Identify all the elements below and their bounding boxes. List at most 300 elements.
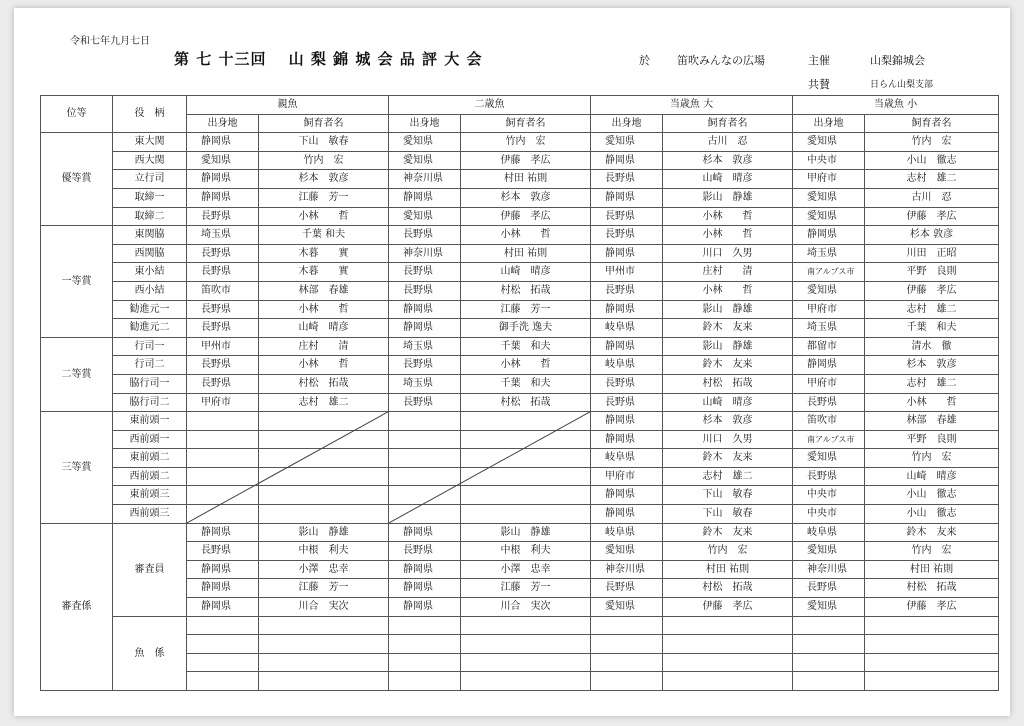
breeder-cell: 小林 哲 (461, 226, 591, 245)
breeder-cell: 竹内 宏 (865, 133, 999, 152)
breeder-cell: 御手洗 逸夫 (461, 319, 591, 338)
role-cell: 西大関 (113, 151, 187, 170)
origin-cell: 長野県 (591, 281, 663, 300)
origin-cell: 愛知県 (591, 542, 663, 561)
origin-cell: 愛知県 (793, 188, 865, 207)
breeder-cell: 伊藤 孝広 (461, 207, 591, 226)
sponsor: 山梨錦城会 (870, 54, 925, 67)
origin-cell: 長野県 (389, 393, 461, 412)
breeder-cell (259, 486, 389, 505)
role-cell: 西前頭二 (113, 467, 187, 486)
origin-cell: 愛知県 (793, 449, 865, 468)
origin-cell: 甲州市 (591, 263, 663, 282)
support-label: 共賛 (808, 78, 830, 91)
table-row (41, 505, 999, 524)
origin-cell (389, 449, 461, 468)
breeder-cell: 川合 実次 (461, 598, 591, 617)
role-cell: 東前頭一 (113, 412, 187, 431)
breeder-cell: 小林 哲 (663, 226, 793, 245)
judge-group-cell: 審査係 (41, 523, 113, 690)
breeder-cell: 江藤 芳一 (461, 300, 591, 319)
breeder-cell: 江藤 芳一 (259, 188, 389, 207)
empty-cell (663, 672, 793, 691)
empty-cell (187, 672, 259, 691)
origin-cell: 愛知県 (591, 598, 663, 617)
empty-cell (461, 653, 591, 672)
origin-cell (389, 505, 461, 524)
table-row (41, 412, 999, 431)
breeder-cell: 平野 良則 (865, 263, 999, 282)
origin-cell (389, 467, 461, 486)
table-row (41, 133, 999, 152)
origin-cell: 愛知県 (187, 151, 259, 170)
empty-cell (663, 653, 793, 672)
breeder-cell: 村田 祐則 (461, 170, 591, 189)
breeder-cell: 下山 敏春 (259, 133, 389, 152)
breeder-cell: 古川 忍 (663, 133, 793, 152)
empty-cell (865, 635, 999, 654)
document-sheet (14, 8, 1010, 716)
breeder-cell (259, 430, 389, 449)
empty-cell (663, 635, 793, 654)
breeder-cell: 小山 徹志 (865, 505, 999, 524)
breeder-cell: 中根 利夫 (259, 542, 389, 561)
origin-cell: 神奈川県 (389, 170, 461, 189)
breeder-cell: 竹内 宏 (865, 449, 999, 468)
breeder-header: 飼育者名 (663, 114, 793, 133)
empty-cell (389, 653, 461, 672)
breeder-cell: 志村 雄二 (865, 374, 999, 393)
breeder-cell: 竹内 宏 (865, 542, 999, 561)
rank-cell: 一等賞 (41, 226, 113, 338)
role-cell: 勧進元一 (113, 300, 187, 319)
table-row (41, 449, 999, 468)
role-header: 役 柄 (113, 96, 187, 133)
origin-cell: 静岡県 (591, 151, 663, 170)
breeder-cell: 山崎 晴彦 (663, 170, 793, 189)
origin-cell: 静岡県 (389, 300, 461, 319)
sponsor-label: 主催 (808, 54, 830, 67)
origin-cell: 静岡県 (591, 412, 663, 431)
breeder-cell: 伊藤 孝広 (865, 281, 999, 300)
origin-cell: 静岡県 (187, 523, 259, 542)
origin-cell: 甲府市 (793, 374, 865, 393)
role-cell: 東大関 (113, 133, 187, 152)
origin-cell: 長野県 (389, 356, 461, 375)
venue-label: 於 (639, 54, 650, 67)
origin-cell: 静岡県 (389, 188, 461, 207)
breeder-cell: 村田 祐則 (865, 560, 999, 579)
role-cell: 西前頭三 (113, 505, 187, 524)
empty-cell (591, 616, 663, 635)
empty-cell (461, 672, 591, 691)
origin-header: 出身地 (591, 114, 663, 133)
breeder-cell: 竹内 宏 (663, 542, 793, 561)
empty-cell (663, 616, 793, 635)
origin-cell: 静岡県 (591, 300, 663, 319)
origin-cell: 笛吹市 (187, 281, 259, 300)
origin-cell: 長野県 (389, 281, 461, 300)
fish-label-cell: 魚 係 (113, 616, 187, 690)
breeder-cell: 小林 哲 (663, 207, 793, 226)
origin-cell: 静岡県 (187, 560, 259, 579)
role-cell: 東小結 (113, 263, 187, 282)
empty-cell (793, 672, 865, 691)
table-row (41, 486, 999, 505)
origin-cell: 長野県 (389, 263, 461, 282)
breeder-cell: 清水 徹 (865, 337, 999, 356)
empty-cell (187, 616, 259, 635)
empty-cell (259, 616, 389, 635)
origin-cell: 長野県 (187, 244, 259, 263)
breeder-cell: 木暮 實 (259, 244, 389, 263)
breeder-cell: 林部 春雄 (865, 412, 999, 431)
breeder-cell: 村松 拓哉 (663, 374, 793, 393)
origin-cell: 中央市 (793, 505, 865, 524)
breeder-cell (461, 412, 591, 431)
origin-cell: 笛吹市 (793, 412, 865, 431)
empty-cell (865, 653, 999, 672)
origin-cell: 愛知県 (793, 133, 865, 152)
role-cell: 立行司 (113, 170, 187, 189)
results-table-wrap (40, 95, 998, 699)
origin-cell: 静岡県 (187, 188, 259, 207)
origin-cell (187, 412, 259, 431)
breeder-cell (461, 505, 591, 524)
breeder-cell: 小林 哲 (865, 393, 999, 412)
breeder-cell (259, 505, 389, 524)
origin-cell: 静岡県 (187, 598, 259, 617)
origin-cell (389, 486, 461, 505)
origin-cell: 長野県 (187, 356, 259, 375)
empty-cell (591, 635, 663, 654)
breeder-cell: 村松 拓哉 (461, 281, 591, 300)
origin-cell: 長野県 (793, 579, 865, 598)
table-row (41, 337, 999, 356)
origin-header: 出身地 (389, 114, 461, 133)
table-row (41, 263, 999, 282)
breeder-cell: 竹内 宏 (461, 133, 591, 152)
origin-header: 出身地 (187, 114, 259, 133)
origin-header: 出身地 (793, 114, 865, 133)
table-row (41, 467, 999, 486)
breeder-cell (461, 430, 591, 449)
breeder-cell: 杉本 敦彦 (865, 226, 999, 245)
origin-cell: 神奈川県 (389, 244, 461, 263)
origin-cell: 都留市 (793, 337, 865, 356)
page-title: 第 七 十三回 山 梨 錦 城 会 品 評 大 会 (174, 50, 483, 68)
origin-cell: 長野県 (187, 300, 259, 319)
breeder-cell: 庄村 清 (663, 263, 793, 282)
origin-cell: 甲府市 (793, 300, 865, 319)
role-cell: 勧進元二 (113, 319, 187, 338)
origin-cell: 静岡県 (389, 598, 461, 617)
category-header: 親魚 (187, 96, 389, 115)
rank-header: 位等 (41, 96, 113, 133)
empty-cell (259, 635, 389, 654)
breeder-cell: 小林 哲 (259, 207, 389, 226)
role-cell: 脇行司二 (113, 393, 187, 412)
breeder-cell: 杉本 敦彦 (865, 356, 999, 375)
breeder-cell: 林部 春雄 (259, 281, 389, 300)
breeder-cell: 村松 拓哉 (259, 374, 389, 393)
empty-cell (187, 635, 259, 654)
breeder-cell: 鈴木 友来 (865, 523, 999, 542)
breeder-cell: 村田 祐則 (663, 560, 793, 579)
role-cell: 西関脇 (113, 244, 187, 263)
table-row (41, 430, 999, 449)
origin-cell: 長野県 (187, 207, 259, 226)
table-row (41, 151, 999, 170)
empty-cell (793, 616, 865, 635)
breeder-cell: 川田 正昭 (865, 244, 999, 263)
table-row (41, 393, 999, 412)
breeder-cell: 杉本 敦彦 (461, 188, 591, 207)
origin-cell: 長野県 (187, 542, 259, 561)
breeder-cell: 影山 静雄 (461, 523, 591, 542)
empty-cell (259, 672, 389, 691)
breeder-cell: 村松 拓哉 (461, 393, 591, 412)
breeder-cell: 下山 敏春 (663, 486, 793, 505)
breeder-cell: 平野 良則 (865, 430, 999, 449)
origin-cell: 愛知県 (389, 207, 461, 226)
breeder-cell: 山崎 晴彦 (865, 467, 999, 486)
origin-cell: 長野県 (591, 207, 663, 226)
origin-cell: 静岡県 (793, 356, 865, 375)
breeder-cell: 川合 実次 (259, 598, 389, 617)
origin-cell: 甲府市 (591, 467, 663, 486)
breeder-cell: 鈴木 友来 (663, 319, 793, 338)
results-table (40, 95, 999, 691)
rank-cell: 優等賞 (41, 133, 113, 226)
table-row (41, 188, 999, 207)
origin-cell (187, 505, 259, 524)
origin-cell: 岐阜県 (591, 523, 663, 542)
breeder-cell: 川口 久男 (663, 430, 793, 449)
fish-row (41, 616, 999, 635)
breeder-cell (461, 449, 591, 468)
role-cell: 取締二 (113, 207, 187, 226)
breeder-cell: 村田 祐則 (461, 244, 591, 263)
breeder-cell (259, 449, 389, 468)
breeder-cell: 山崎 晴彦 (259, 319, 389, 338)
table-row (41, 356, 999, 375)
event-date: 令和七年九月七日 (70, 36, 150, 47)
breeder-cell: 志村 雄二 (865, 300, 999, 319)
origin-cell: 愛知県 (793, 542, 865, 561)
breeder-cell: 小林 哲 (259, 300, 389, 319)
origin-cell (389, 412, 461, 431)
origin-cell: 愛知県 (591, 133, 663, 152)
origin-cell: 中央市 (793, 151, 865, 170)
origin-cell: 静岡県 (793, 226, 865, 245)
breeder-cell: 伊藤 孝広 (865, 207, 999, 226)
breeder-cell: 志村 雄二 (663, 467, 793, 486)
rank-cell: 三等賞 (41, 412, 113, 524)
origin-cell (187, 449, 259, 468)
origin-cell: 愛知県 (793, 281, 865, 300)
empty-cell (591, 653, 663, 672)
origin-cell (389, 430, 461, 449)
rank-cell: 二等賞 (41, 337, 113, 411)
breeder-cell: 庄村 清 (259, 337, 389, 356)
breeder-header: 飼育者名 (865, 114, 999, 133)
origin-cell (187, 486, 259, 505)
origin-cell: 長野県 (793, 467, 865, 486)
origin-cell: 静岡県 (591, 430, 663, 449)
empty-cell (793, 635, 865, 654)
origin-cell: 愛知県 (793, 598, 865, 617)
origin-cell (187, 467, 259, 486)
origin-cell: 神奈川県 (793, 560, 865, 579)
table-row (41, 281, 999, 300)
role-cell: 東前頭三 (113, 486, 187, 505)
role-cell: 東関脇 (113, 226, 187, 245)
breeder-cell: 伊藤 孝広 (461, 151, 591, 170)
empty-cell (591, 672, 663, 691)
origin-cell: 岐阜県 (591, 449, 663, 468)
origin-cell: 埼玉県 (187, 226, 259, 245)
origin-cell: 長野県 (389, 226, 461, 245)
breeder-cell: 江藤 芳一 (259, 579, 389, 598)
origin-cell: 甲州市 (187, 337, 259, 356)
breeder-cell: 古川 忍 (865, 188, 999, 207)
breeder-cell: 小山 徹志 (865, 151, 999, 170)
origin-cell: 南アルプス市 (793, 263, 865, 282)
breeder-cell: 山崎 晴彦 (663, 393, 793, 412)
origin-cell: 愛知県 (389, 133, 461, 152)
origin-cell: 静岡県 (591, 188, 663, 207)
breeder-cell: 鈴木 友来 (663, 356, 793, 375)
breeder-cell: 千葉 和夫 (461, 337, 591, 356)
origin-cell: 埼玉県 (793, 319, 865, 338)
breeder-cell: 江藤 芳一 (461, 579, 591, 598)
breeder-cell: 志村 雄二 (259, 393, 389, 412)
role-cell: 行司二 (113, 356, 187, 375)
origin-cell: 神奈川県 (591, 560, 663, 579)
breeder-header: 飼育者名 (461, 114, 591, 133)
origin-cell: 甲府市 (187, 393, 259, 412)
origin-cell: 静岡県 (591, 505, 663, 524)
table-row (41, 170, 999, 189)
origin-cell: 長野県 (389, 542, 461, 561)
origin-cell: 静岡県 (187, 579, 259, 598)
role-cell: 東前頭二 (113, 449, 187, 468)
breeder-cell: 志村 雄二 (865, 170, 999, 189)
empty-cell (389, 616, 461, 635)
breeder-cell: 伊藤 孝広 (865, 598, 999, 617)
table-row (41, 207, 999, 226)
breeder-cell: 山崎 晴彦 (461, 263, 591, 282)
origin-cell: 長野県 (187, 263, 259, 282)
empty-cell (865, 616, 999, 635)
header-row (41, 96, 999, 115)
role-cell: 行司一 (113, 337, 187, 356)
support: 日らん山梨支部 (870, 80, 934, 90)
table-row (41, 226, 999, 245)
origin-cell: 長野県 (187, 374, 259, 393)
origin-cell: 静岡県 (591, 244, 663, 263)
origin-cell: 静岡県 (389, 523, 461, 542)
table-row (41, 244, 999, 263)
origin-cell: 愛知県 (389, 151, 461, 170)
judge-label-cell: 審査員 (113, 523, 187, 616)
breeder-cell (259, 467, 389, 486)
breeder-cell: 村松 拓哉 (663, 579, 793, 598)
breeder-cell: 影山 静雄 (663, 300, 793, 319)
role-cell: 取締一 (113, 188, 187, 207)
breeder-cell: 小林 哲 (461, 356, 591, 375)
role-cell: 脇行司一 (113, 374, 187, 393)
origin-cell: 静岡県 (591, 337, 663, 356)
origin-cell: 中央市 (793, 486, 865, 505)
origin-cell: 愛知県 (793, 207, 865, 226)
empty-cell (389, 672, 461, 691)
breeder-cell: 小澤 忠幸 (461, 560, 591, 579)
empty-cell (259, 653, 389, 672)
table-row (41, 319, 999, 338)
breeder-cell: 影山 静雄 (663, 337, 793, 356)
category-header: 二歳魚 (389, 96, 591, 115)
origin-cell: 長野県 (591, 374, 663, 393)
origin-cell: 岐阜県 (793, 523, 865, 542)
breeder-cell: 下山 敏春 (663, 505, 793, 524)
breeder-cell: 杉本 敦彦 (663, 151, 793, 170)
breeder-cell (259, 412, 389, 431)
origin-cell: 長野県 (591, 579, 663, 598)
breeder-cell: 影山 静雄 (663, 188, 793, 207)
breeder-cell: 杉本 敦彦 (663, 412, 793, 431)
breeder-cell: 千葉 和夫 (865, 319, 999, 338)
origin-cell: 岐阜県 (591, 319, 663, 338)
origin-cell: 埼玉県 (389, 337, 461, 356)
breeder-cell: 木暮 實 (259, 263, 389, 282)
origin-cell: 南アルプス市 (793, 430, 865, 449)
breeder-cell: 千葉 和夫 (461, 374, 591, 393)
breeder-cell: 杉本 敦彦 (259, 170, 389, 189)
judge-row (41, 523, 999, 542)
origin-cell: 岐阜県 (591, 356, 663, 375)
breeder-cell: 小林 哲 (663, 281, 793, 300)
origin-cell: 埼玉県 (389, 374, 461, 393)
origin-cell: 静岡県 (389, 579, 461, 598)
breeder-cell: 小澤 忠幸 (259, 560, 389, 579)
breeder-cell: 影山 静雄 (259, 523, 389, 542)
origin-cell: 埼玉県 (793, 244, 865, 263)
origin-cell: 静岡県 (187, 133, 259, 152)
breeder-cell (461, 467, 591, 486)
breeder-cell: 竹内 宏 (259, 151, 389, 170)
origin-cell: 静岡県 (389, 319, 461, 338)
role-cell: 西小結 (113, 281, 187, 300)
origin-cell (187, 430, 259, 449)
breeder-cell: 鈴木 友来 (663, 449, 793, 468)
breeder-header: 飼育者名 (259, 114, 389, 133)
origin-cell: 長野県 (187, 319, 259, 338)
origin-cell: 長野県 (793, 393, 865, 412)
breeder-cell: 小林 哲 (259, 356, 389, 375)
table-row (41, 374, 999, 393)
empty-cell (461, 635, 591, 654)
origin-cell: 静岡県 (389, 560, 461, 579)
breeder-cell: 村松 拓哉 (865, 579, 999, 598)
origin-cell: 長野県 (591, 226, 663, 245)
venue: 笛吹みんなの広場 (677, 54, 765, 67)
empty-cell (793, 653, 865, 672)
breeder-cell (461, 486, 591, 505)
table-row (41, 300, 999, 319)
breeder-cell: 伊藤 孝広 (663, 598, 793, 617)
